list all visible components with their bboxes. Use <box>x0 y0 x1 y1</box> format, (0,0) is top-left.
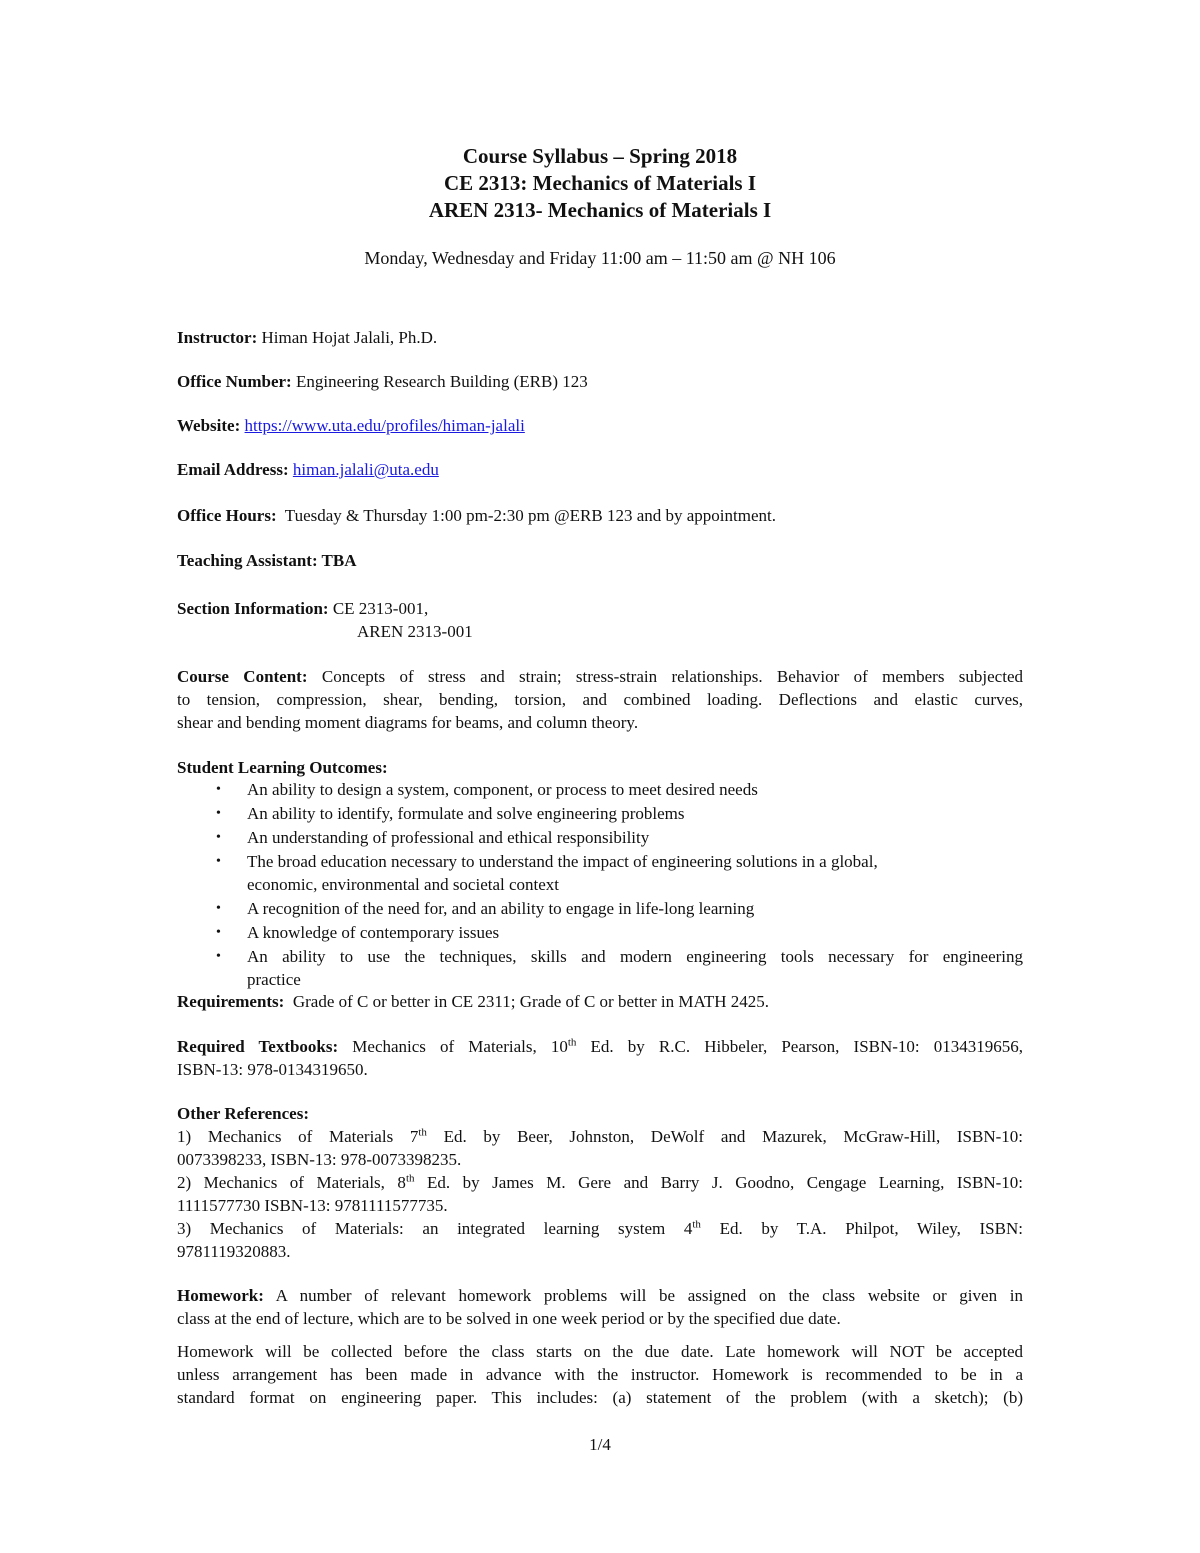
course-content-line3: shear and bending moment diagrams for beams, and column theory. <box>177 713 639 732</box>
homework-label: Homework: <box>177 1286 264 1305</box>
list-item: A knowledge of contemporary issues <box>247 923 500 942</box>
office-hours-row <box>177 506 1023 526</box>
homework-p2-line2: unless arrangement has been made in advance with the instructor. Homework is recommended to be in a <box>177 1365 1023 1384</box>
course-content-label: Course Content: <box>177 667 308 686</box>
reference-3-line2: 9781119320883. <box>177 1242 291 1261</box>
homework-p1-line1: Homework: A number of relevant homework problems will be assigned on the class website or given in <box>177 1286 1023 1305</box>
textbooks-line2: ISBN-13: 978-0134319650. <box>177 1060 368 1079</box>
bullet: • <box>216 901 221 916</box>
list-item-continuation: economic, environmental and societal context <box>247 875 560 894</box>
bullet: • <box>216 782 221 797</box>
homework-p2-line1: Homework will be collected before the class starts on the due date. Late homework will NOT be accepted <box>177 1342 1023 1361</box>
course-title-aren: AREN 2313- Mechanics of Materials I <box>428 198 772 222</box>
bullet: • <box>216 806 221 821</box>
list-item: The broad education necessary to understand the impact of engineering solutions in a global, <box>247 852 878 871</box>
office-value: Engineering Research Building (ERB) 123 <box>291 372 588 391</box>
website-link[interactable]: https://www.uta.edu/profiles/himan-jalali <box>244 416 525 435</box>
teaching-assistant: Teaching Assistant: TBA <box>177 551 357 570</box>
requirements-label: Requirements: <box>177 992 285 1011</box>
requirements-row <box>177 992 1023 1012</box>
bullet: • <box>216 854 221 869</box>
office-hours-value: Tuesday & Thursday 1:00 pm-2:30 pm @ERB 123 and by appointment. <box>276 506 776 525</box>
page-number: 1/4 <box>589 1435 611 1454</box>
list-item: An ability to identify, formulate and solve engineering problems <box>247 804 685 823</box>
list-item: An ability to design a system, component, or process to meet desired needs <box>247 780 758 799</box>
reference-2-line1: 2) Mechanics of Materials, 8th Ed. by James M. Gere and Barry J. Goodno, Cengage Learning, ISBN-10: <box>177 1172 1023 1192</box>
references-heading: Other References: <box>177 1104 310 1123</box>
email-link[interactable]: himan.jalali@uta.edu <box>292 460 439 479</box>
outcomes-heading: Student Learning Outcomes: <box>177 758 388 777</box>
requirements-value: Grade of C or better in CE 2311; Grade of C or better in MATH 2425. <box>284 992 770 1011</box>
website-row <box>177 416 1023 436</box>
email-label: Email Address: <box>177 460 289 479</box>
class-schedule: Monday, Wednesday and Friday 11:00 am – 11:50 am @ NH 106 <box>364 248 836 268</box>
course-content-line1: Course Content: Concepts of stress and strain; stress-strain relationships. Behavior of members subjected <box>177 667 1023 686</box>
list-item: An understanding of professional and ethical responsibility <box>247 828 650 847</box>
office-label: Office Number: <box>177 372 292 391</box>
section-label: Section Information: <box>177 599 329 618</box>
instructor-value: Himan Hojat Jalali, Ph.D. <box>257 328 438 347</box>
office-row <box>177 372 1023 392</box>
page-title: Course Syllabus – Spring 2018 <box>462 144 738 168</box>
website-label: Website: <box>177 416 241 435</box>
homework-p1-line2: class at the end of lecture, which are to be solved in one week period or by the specified due date. <box>177 1309 841 1328</box>
bullet: • <box>216 830 221 845</box>
section-value-aren: AREN 2313-001 <box>357 622 473 641</box>
list-item-continuation: practice <box>247 970 301 989</box>
course-title-ce: CE 2313: Mechanics of Materials I <box>443 171 757 195</box>
bullet: • <box>216 925 221 940</box>
instructor-label: Instructor: <box>177 328 258 347</box>
bullet: • <box>216 949 221 964</box>
email-row <box>177 460 1023 480</box>
course-content-line2: to tension, compression, shear, bending, torsion, and combined loading. Deflections and elastic curves, <box>177 690 1023 709</box>
section-row <box>177 599 1023 619</box>
list-item: An ability to use the techniques, skills and modern engineering tools necessary for engineering <box>247 947 1023 966</box>
reference-1-line1: 1) Mechanics of Materials 7th Ed. by Beer, Johnston, DeWolf and Mazurek, McGraw-Hill, ISBN-10: <box>177 1126 1023 1146</box>
reference-2-line2: 1111577730 ISBN-13: 9781111577735. <box>177 1196 448 1215</box>
textbooks-line1: Required Textbooks: Mechanics of Materials, 10th Ed. by R.C. Hibbeler, Pearson, ISBN-10: 0134319656, <box>177 1036 1024 1056</box>
homework-p2-line3: standard format on engineering paper. This includes: (a) statement of the problem (with a sketch); (b) <box>177 1388 1023 1407</box>
list-item: A recognition of the need for, and an ability to engage in life-long learning <box>247 899 755 918</box>
textbooks-label: Required Textbooks: <box>177 1037 339 1056</box>
reference-3-line1: 3) Mechanics of Materials: an integrated learning system 4th Ed. by T.A. Philpot, Wiley, ISBN: <box>177 1218 1023 1238</box>
reference-1-line2: 0073398233, ISBN-13: 978-0073398235. <box>177 1150 462 1169</box>
office-hours-label: Office Hours: <box>177 506 277 525</box>
section-value-ce: CE 2313-001, <box>328 599 429 618</box>
instructor-row <box>177 328 1023 348</box>
